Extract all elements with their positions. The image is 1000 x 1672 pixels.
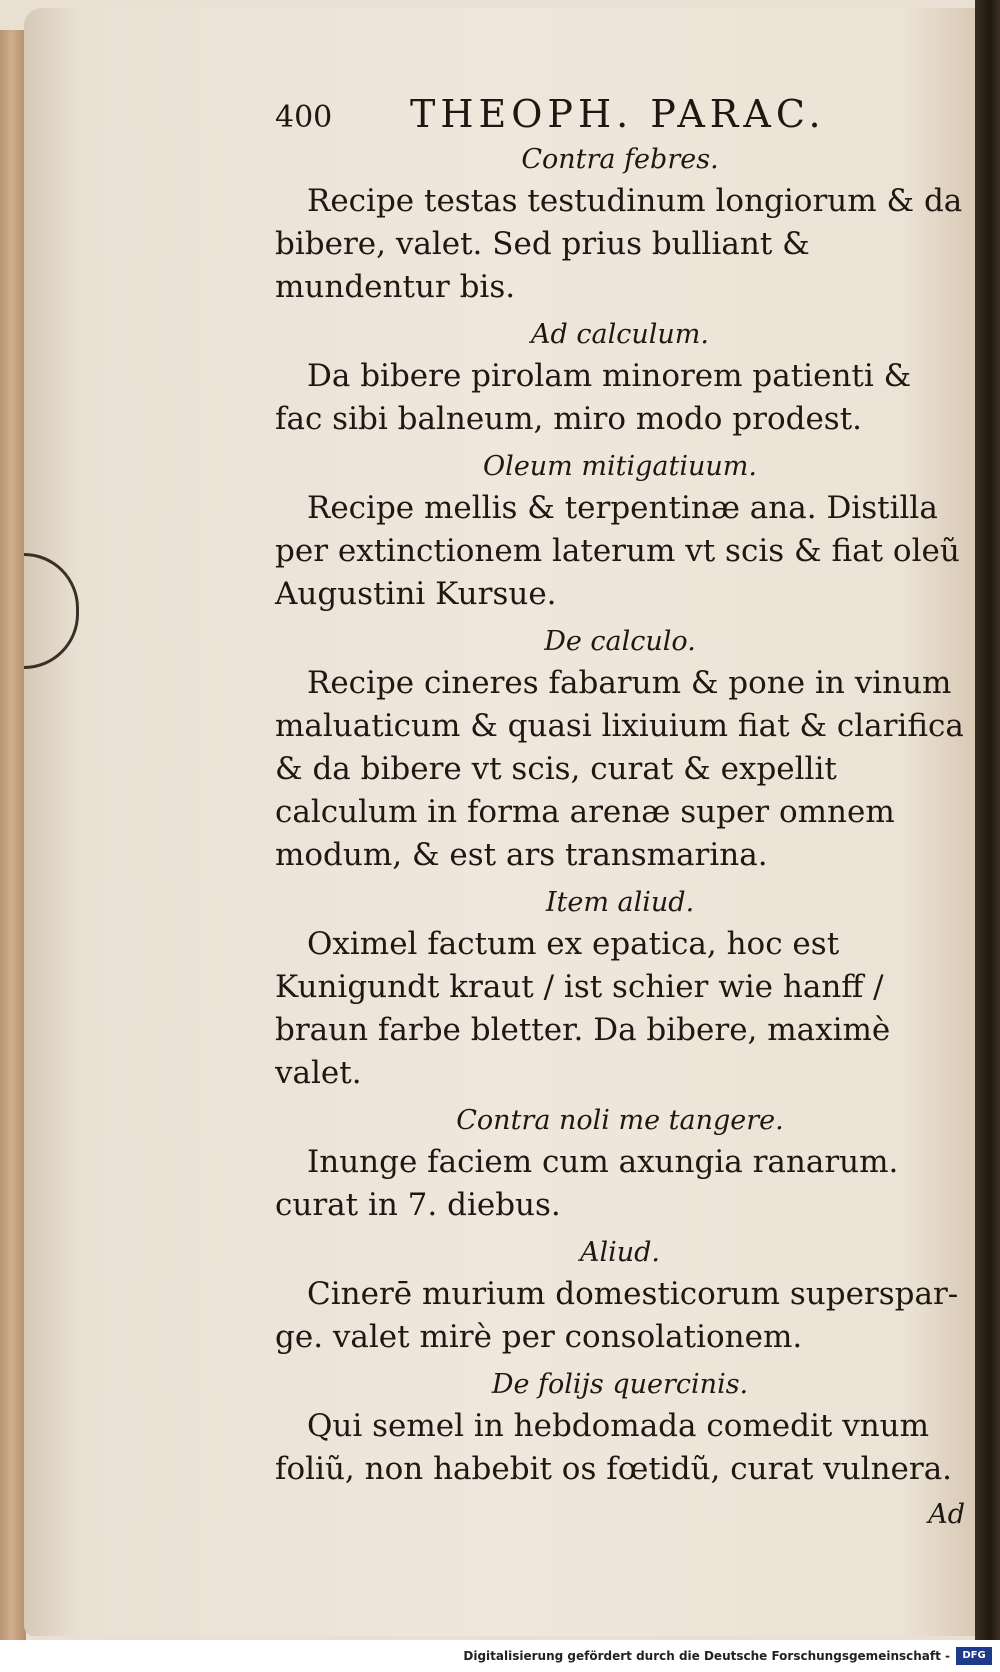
catchword: Ad: [928, 1499, 965, 1530]
section-heading: De folijs quercinis.: [491, 1369, 749, 1400]
clasp-tab: [24, 553, 79, 669]
section: [275, 140, 965, 309]
section-heading: De calculo.: [544, 626, 696, 657]
section-text: Inunge faciem cum axungia ranarum. curat in 7. diebus.: [275, 1144, 899, 1223]
section: [275, 1365, 965, 1491]
section: [275, 883, 965, 1095]
section-heading: Aliud.: [579, 1237, 661, 1268]
page-stack-edge-left: [0, 30, 26, 1640]
footer-bar: [0, 1642, 1000, 1672]
section-text: Cinerē murium domesticorum superspar-ge. valet mirè per consolationem.: [275, 1276, 959, 1355]
binding-edge-right: [975, 0, 1000, 1640]
section-text: Recipe mellis & terpentinæ ana. Distilla per extinctionem laterum vt scis & fiat oleũ Augustini Kursue.: [275, 490, 960, 612]
section-heading: Ad calculum.: [531, 319, 709, 350]
section-text: Da bibere pirolam minorem patienti & fac sibi balneum, miro modo prodest.: [275, 358, 912, 437]
running-head: [275, 92, 965, 140]
digitization-credit: Digitalisierung gefördert durch die Deutsche Forschungsgemeinschaft -: [463, 1649, 950, 1663]
page-content: [275, 92, 965, 1533]
section: [275, 1101, 965, 1227]
section-heading: Contra noli me tangere.: [456, 1105, 784, 1136]
section-heading: Oleum mitigatiuum.: [483, 451, 757, 482]
section: [275, 447, 965, 616]
page-number: 400: [275, 100, 333, 135]
running-title: THEOPH. PARAC.: [410, 92, 826, 136]
section-heading: Item aliud.: [545, 887, 695, 918]
section-text: Oximel factum ex epatica, hoc est Kunigundt kraut / ist schier wie hanff / braun farbe bletter. Da bibere, maximè valet.: [275, 926, 891, 1091]
section-text: Recipe testas testudinum longiorum & da bibere, valet. Sed prius bulliant & mundentur bis.: [275, 183, 963, 305]
section-heading: Contra febres.: [521, 144, 719, 175]
section-text: Qui semel in hebdomada comedit vnum foliũ, non habebit os fœtidũ, curat vulnera.: [275, 1408, 953, 1487]
section: [275, 622, 965, 877]
section: [275, 1233, 965, 1359]
section-text: Recipe cineres fabarum & pone in vinum maluaticum & quasi lixiuium fiat & clarifica & da bibere vt scis, curat & expellit calculum in forma arenæ super omnem modum, & est ars transmarina.: [275, 665, 964, 873]
dfg-logo-icon: DFG: [956, 1647, 992, 1665]
section: [275, 315, 965, 441]
